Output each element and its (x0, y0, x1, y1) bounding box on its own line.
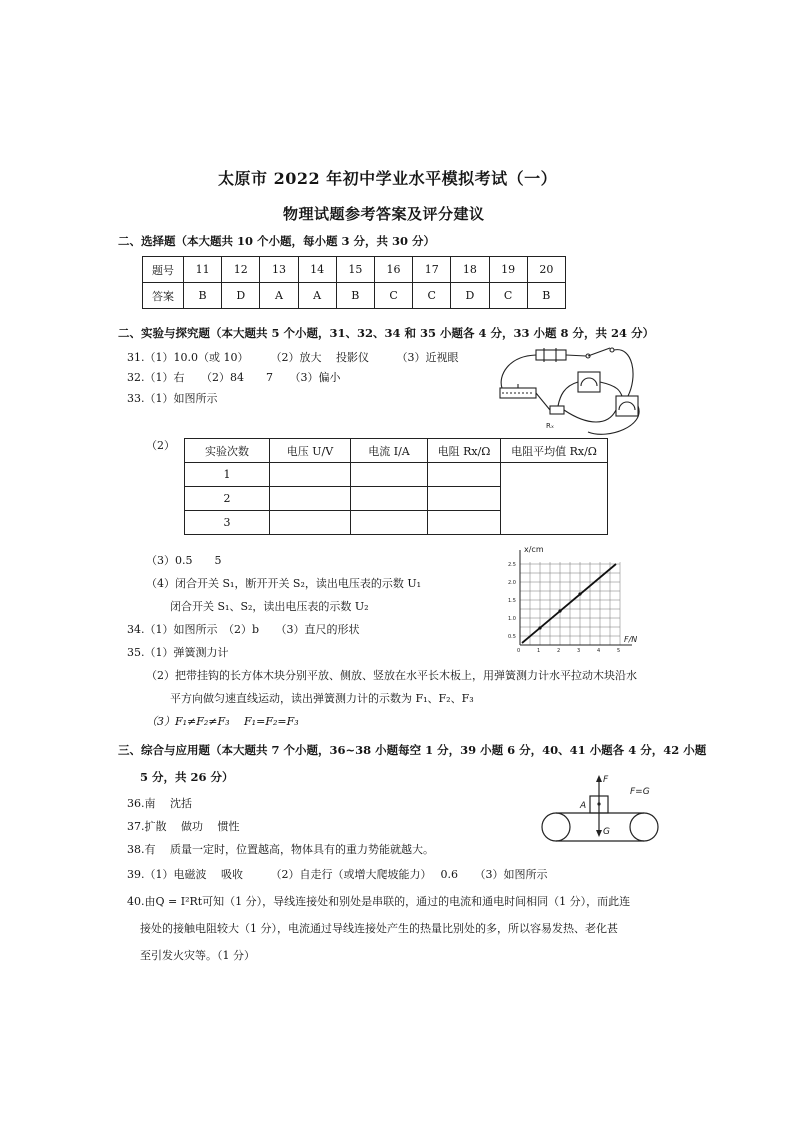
ammeter (616, 396, 638, 416)
data-point (558, 609, 561, 612)
y-tick: 1.5 (508, 598, 516, 604)
question-number: 19 (489, 257, 527, 283)
answer-32: 32.（1）右 （2）84 7 （3）偏小 (127, 371, 341, 384)
average-cell (501, 463, 608, 535)
label-a: A (580, 801, 587, 811)
answer-cell: B (184, 283, 222, 309)
circuit-diagram (488, 336, 648, 446)
conveyor-diagram (536, 772, 666, 852)
question-number: 18 (451, 257, 489, 283)
x-tick: 5 (617, 648, 621, 654)
x-tick: 2 (557, 648, 561, 654)
answer-36: 36.南 沈括 (127, 797, 192, 810)
answer-cell: C (413, 283, 451, 309)
choice-heading: 二、选择题（本大题共 10 个小题，每小题 3 分，共 30 分） (118, 234, 436, 248)
y-tick: 2.5 (508, 562, 516, 568)
y-tick: 1.0 (508, 616, 516, 622)
application-heading-b: 5 分，共 26 分） (140, 770, 234, 784)
answer-33-2-label: （2） (146, 439, 175, 452)
voltmeter (578, 372, 600, 392)
question-number: 13 (260, 257, 298, 283)
answer-33-4b: 闭合开关 S₁、S₂，读出电压表的示数 U₂ (170, 600, 369, 613)
answer-33-4a: （4）闭合开关 S₁，断开开关 S₂，读出电压表的示数 U₁ (146, 577, 422, 590)
label-f-equals-g: F=G (630, 787, 650, 797)
x-tick: 0 (517, 648, 521, 654)
row-label-answer: 答案 (143, 283, 184, 309)
answer-cell: B (527, 283, 565, 309)
empty-cell (351, 463, 428, 487)
header-trial: 实验次数 (185, 439, 270, 463)
experiment-record-table (184, 438, 608, 535)
left-roller (542, 813, 570, 841)
question-number: 11 (184, 257, 222, 283)
empty-cell (428, 463, 501, 487)
y-axis-label: x/cm (524, 545, 544, 554)
answer-cell: B (336, 283, 374, 309)
answer-35-1: 35.（1）弹簧测力计 (127, 646, 229, 659)
answer-40c: 至引发火灾等。（1 分） (140, 949, 255, 962)
question-number: 17 (413, 257, 451, 283)
answer-37: 37.扩散 做功 惯性 (127, 820, 240, 833)
y-tick: 2.0 (508, 580, 516, 586)
empty-cell (270, 487, 351, 511)
data-point (578, 592, 581, 595)
data-point (538, 626, 541, 629)
answer-cell: A (260, 283, 298, 309)
empty-cell (270, 511, 351, 535)
application-heading-a: 三、综合与应用题（本大题共 7 个小题，36~38 小题每空 1 分，39 小题 6 分，40、41 小题各 4 分，42 小题 (118, 743, 707, 757)
answer-38: 38.有 质量一定时，位置越高，物体具有的重力势能就越大。 (127, 843, 434, 856)
empty-cell (351, 511, 428, 535)
experiment-heading: 二、实验与探究题（本大题共 5 个小题，31、32、34 和 35 小题各 4 分，33 小题 8 分，共 24 分） (118, 326, 655, 340)
answer-table (142, 256, 566, 309)
empty-cell (428, 487, 501, 511)
switch (588, 348, 610, 356)
header-average: 电阻平均值 Rx/Ω (501, 439, 608, 463)
header-resistance: 电阻 Rx/Ω (428, 439, 501, 463)
rx-label: Rₓ (546, 422, 554, 430)
graph-line (522, 564, 616, 643)
right-roller (630, 813, 658, 841)
answer-cell: C (374, 283, 412, 309)
y-tick: 0.5 (508, 634, 516, 640)
page-title: 太原市 2022 年初中学业水平模拟考试（一） (218, 169, 558, 188)
answer-34: 34.（1）如图所示 （2）b （3）直尺的形状 (127, 623, 360, 636)
question-number: 15 (336, 257, 374, 283)
question-number: 20 (527, 257, 565, 283)
answer-40b: 接处的接触电阻较大（1 分），电流通过导线连接处产生的热量比别处的多，所以容易发热、老化甚 (140, 922, 618, 935)
x-tick: 3 (577, 648, 581, 654)
answer-35-2a: （2）把带挂钩的长方体木块分别平放、侧放、竖放在水平长木板上，用弹簧测力计水平拉动木块沿水 (146, 669, 637, 682)
answer-35-2b: 平方向做匀速直线运动，读出弹簧测力计的示数为 F₁、F₂、F₃ (170, 692, 474, 705)
row-label-number: 题号 (143, 257, 184, 283)
question-number: 12 (222, 257, 260, 283)
resistor-rx (550, 406, 564, 414)
answer-33-1: 33.（1）如图所示 (127, 392, 218, 405)
header-voltage: 电压 U/V (270, 439, 351, 463)
question-number: 14 (298, 257, 336, 283)
answer-39: 39.（1）电磁波 吸收 （2）自走行（或增大爬坡能力） 0.6 （3）如图所示 (127, 868, 548, 881)
answer-cell: D (451, 283, 489, 309)
battery (536, 350, 566, 360)
x-axis-label: F/N (624, 635, 638, 644)
label-g: G (603, 827, 610, 837)
answer-cell: D (222, 283, 260, 309)
x-tick: 1 (537, 648, 541, 654)
answer-33-3: （3）0.5 5 (146, 554, 222, 567)
x-tick: 4 (597, 648, 601, 654)
answer-40a: 40.由Q = I²Rt可知（1 分），导线连接处和别处是串联的，通过的电流和通电时间相同（1 分），而此连 (127, 895, 631, 908)
trial-number: 3 (185, 511, 270, 535)
empty-cell (428, 511, 501, 535)
label-f: F (603, 775, 609, 785)
header-current: 电流 I/A (351, 439, 428, 463)
answer-35-3: （3）F₁≠F₂≠F₃ F₁=F₂=F₃ (146, 715, 299, 728)
trial-number: 1 (185, 463, 270, 487)
page-subtitle: 物理试题参考答案及评分建议 (283, 205, 485, 223)
spring-graph (500, 540, 640, 654)
question-number: 16 (374, 257, 412, 283)
answer-cell: C (489, 283, 527, 309)
empty-cell (351, 487, 428, 511)
answer-cell: A (298, 283, 336, 309)
answer-31: 31.（1）10.0（或 10） （2）放大 投影仪 （3）近视眼 (127, 351, 459, 364)
empty-cell (270, 463, 351, 487)
trial-number: 2 (185, 487, 270, 511)
